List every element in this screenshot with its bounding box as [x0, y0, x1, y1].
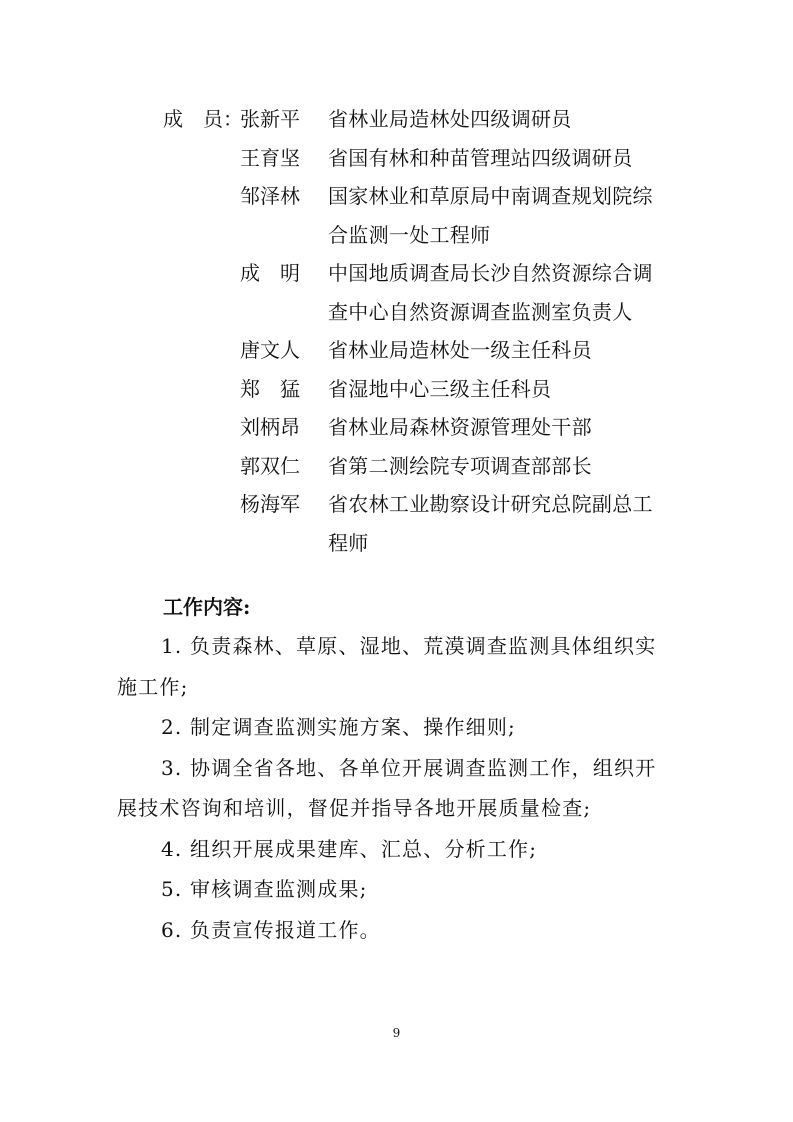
- work-item-list: [117, 626, 677, 950]
- member-title: 省林业局森林资源管理处干部: [328, 415, 592, 439]
- work-item: 3. 协调全省各地、各单位开展调查监测工作，组织开展技术咨询和培训，督促并指导各地开展质量检查;: [117, 755, 657, 820]
- member-row: [0, 100, 793, 139]
- member-name: 郑 猛: [240, 376, 300, 401]
- work-item: 6. 负责宣传报道工作。: [161, 917, 381, 942]
- member-row: [0, 331, 793, 370]
- member-row: [0, 485, 793, 562]
- members-label: 成 员：: [163, 107, 243, 131]
- member-title: 省湿地中心三级主任科员: [328, 376, 552, 401]
- member-name: 杨海军: [240, 492, 300, 516]
- work-item: 1. 负责森林、草原、湿地、荒漠调查监测具体组织实施工作;: [117, 634, 657, 699]
- member-row: [0, 447, 793, 486]
- member-title: 中国地质调查局长沙自然资源综合调查中心自然资源调查监测室负责人: [328, 261, 653, 324]
- member-row: [0, 177, 793, 254]
- member-title: 省农林工业勘察设计研究总院副总工程师: [328, 492, 653, 555]
- page-number: 9: [392, 1026, 401, 1040]
- member-title: 国家林业和草原局中南调查规划院综合监测一处工程师: [328, 184, 653, 247]
- member-title: 省第二测绘院专项调查部部长: [328, 453, 592, 478]
- member-name: 张新平: [240, 107, 300, 131]
- member-list: [0, 100, 793, 562]
- member-row: [0, 370, 793, 409]
- work-item: 4. 组织开展成果建库、汇总、分析工作;: [161, 836, 538, 861]
- member-title: 省林业局造林处四级调研员: [328, 107, 572, 131]
- member-title: 省林业局造林处一级主任科员: [328, 338, 592, 362]
- member-title: 省国有林和种苗管理站四级调研员: [328, 145, 633, 170]
- member-row: [0, 408, 793, 447]
- member-name: 王育坚: [240, 145, 300, 170]
- member-name: 成 明: [240, 261, 300, 285]
- work-heading: 工作内容:: [163, 595, 251, 619]
- member-name: 唐文人: [240, 338, 300, 362]
- member-row: [0, 254, 793, 331]
- member-name: 郭双仁: [240, 453, 300, 478]
- work-item: 2. 制定调查监测实施方案、操作细则;: [161, 715, 516, 739]
- member-row: [0, 139, 793, 178]
- work-item: 5. 审核调查监测成果;: [161, 877, 368, 901]
- member-name: 刘柄昂: [240, 415, 300, 439]
- member-name: 邹泽林: [240, 184, 300, 208]
